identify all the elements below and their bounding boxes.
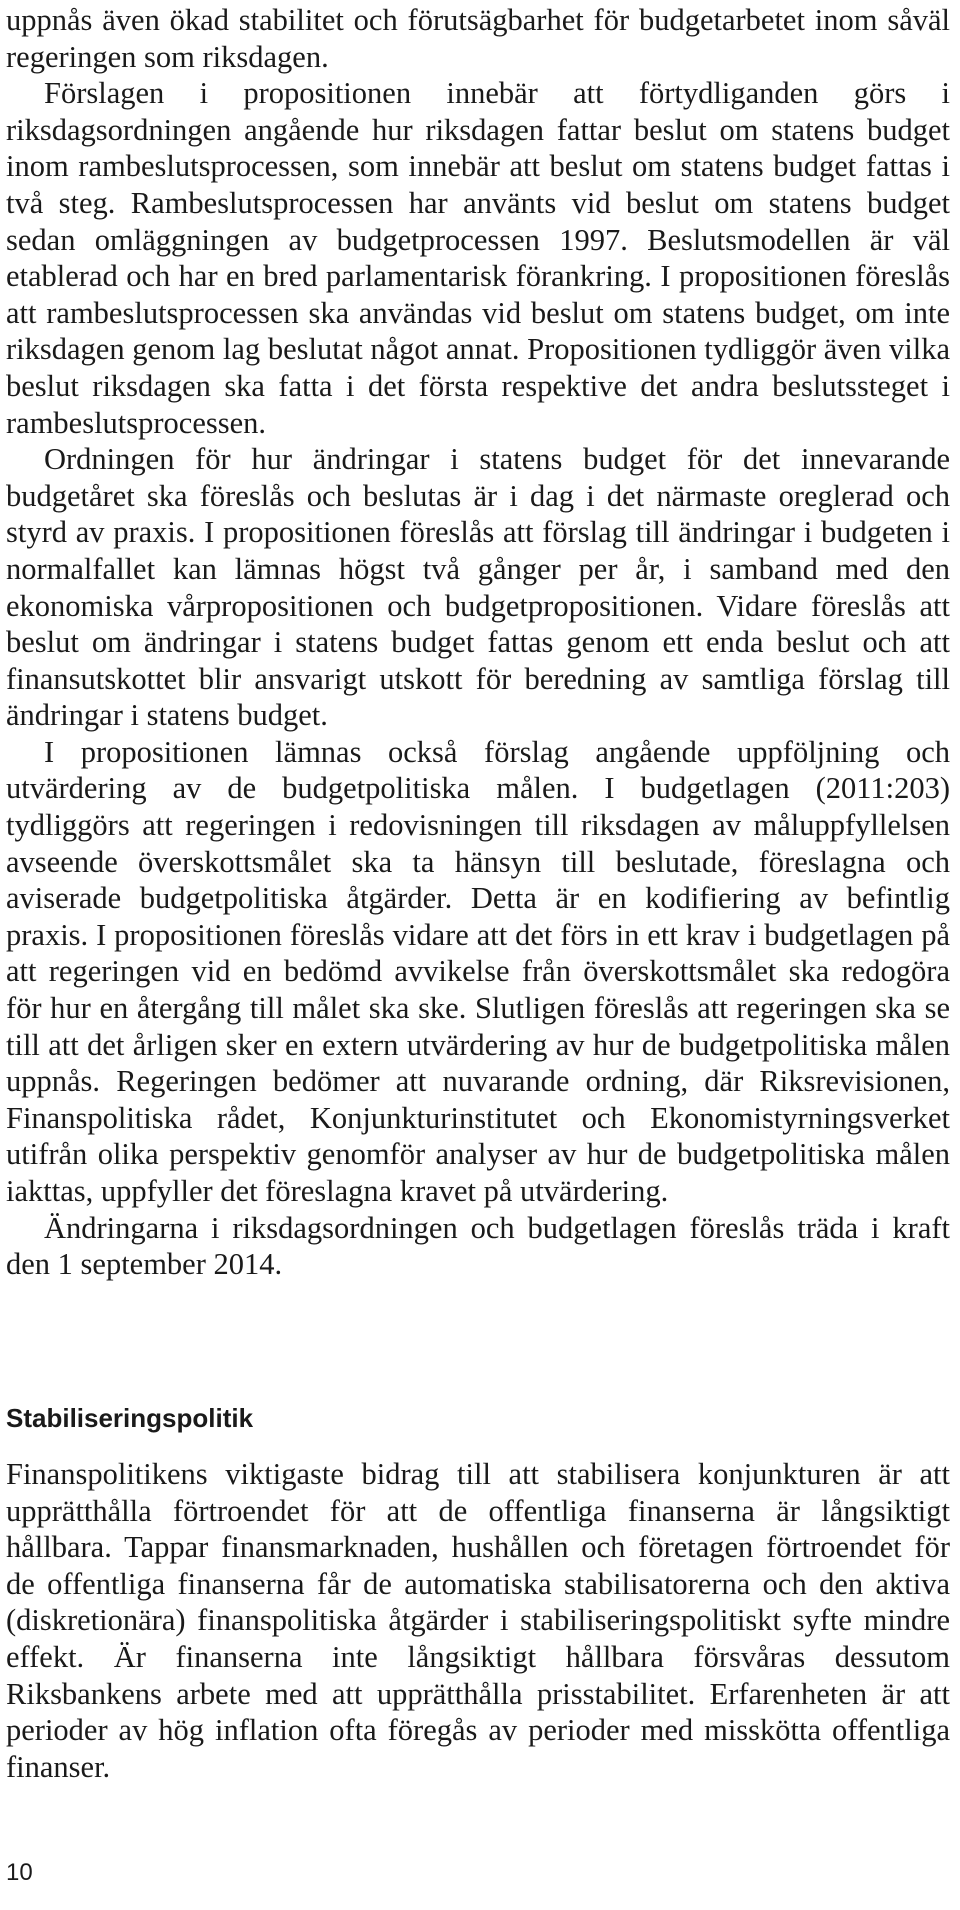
main-text-block — [6, 2, 950, 1283]
paragraph-proposals: Förslagen i propositionen innebär att förtydliganden görs i riksdagsordningen angående hur riksdagen fattar beslut om statens budget inom rambeslutsprocessen, som innebär att beslut om statens budget fattas i två steg. Rambeslutsprocessen har använts vid beslut om statens budget sedan omläggningen av budgetprocessen 1997. Beslutsmodellen är väl etablerad och har en bred parlamentarisk förankring. I propositionen föreslås att rambeslutsprocessen ska användas vid beslut om statens budget, om inte riksdagen genom lag beslutat något annat. Propositionen tydliggör även vilka beslut riksdagen ska fatta i det första respektive det andra beslutssteget i rambeslutsprocessen. — [6, 76, 950, 440]
paragraph-budget-changes: Ordningen för hur ändringar i statens budget för det innevarande budgetåret ska föreslås och beslutas är i dag i det närmaste oreglerad och styrd av praxis. I propositionen föreslås att förslag till ändringar i budgeten i normalfallet kan lämnas högst två gånger per år, i samband med den ekonomiska vårpropositionen och budgetpropositionen. Vidare föreslås att beslut om ändringar i statens budget fattas genom ett enda beslut och att finansutskottet blir ansvarigt utskott för beredning av samtliga förslag till ändringar i statens budget. — [6, 442, 950, 733]
paragraph-entry-into-force: Ändringarna i riksdagsordningen och budgetlagen föreslås träda i kraft den 1 september 2014. — [6, 1210, 950, 1282]
section-heading: Stabiliseringspolitik — [6, 1403, 254, 1433]
page-number: 10 — [6, 1859, 33, 1886]
paragraph-stabilization: Finanspolitikens viktigaste bidrag till att stabilisera konjunkturen är att upprätthålla förtroendet för att de offentliga finanserna är långsiktigt hållbara. Tappar finansmarknaden, hushållen och företagen förtroendet för de offentliga finanserna får de automatiska stabilisatorerna och den aktiva (diskretionära) finanspolitiska åtgärder i stabiliseringspolitiskt syfte mindre effekt. Är finanserna inte långsiktigt hållbara försvåras dessutom Riksbankens arbete med att upprätthålla prisstabilitet. Erfarenheten är att perioder av hög inflation ofta föregås av perioder med misskötta offentliga finanser. — [6, 1457, 950, 1784]
section-text-block — [6, 1456, 950, 1785]
paragraph-follow-up: I propositionen lämnas också förslag angående uppföljning och utvärdering av de budgetpolitiska målen. I budgetlagen (2011:203) tydliggörs att regeringen i redovisningen till riksdagen av måluppfyllelsen avseende överskottsmålet ska ta hänsyn till beslutade, föreslagna och aviserade budgetpolitiska åtgärder. Detta är en kodifiering av befintlig praxis. I propositionen föreslås vidare att det förs in ett krav i budgetlagen på att regeringen vid en bedömd avvikelse från överskottsmålet ska redogöra för hur en återgång till målet ska ske. Slutligen föreslås att regeringen ska se till att det årligen sker en extern utvärdering av hur de budgetpolitiska målen uppnås. Regeringen bedömer att nuvarande ordning, där Riksrevisionen, Finanspolitiska rådet, Konjunkturinstitutet och Ekonomistyrningsverket utifrån olika perspektiv genomför analyser av hur de budgetpolitiska målen iakttas, uppfyller det föreslagna kravet på utvärdering. — [6, 734, 950, 1208]
paragraph-continuation: uppnås även ökad stabilitet och förutsägbarhet för budgetarbetet inom såväl regeringen som riksdagen. — [6, 3, 950, 74]
